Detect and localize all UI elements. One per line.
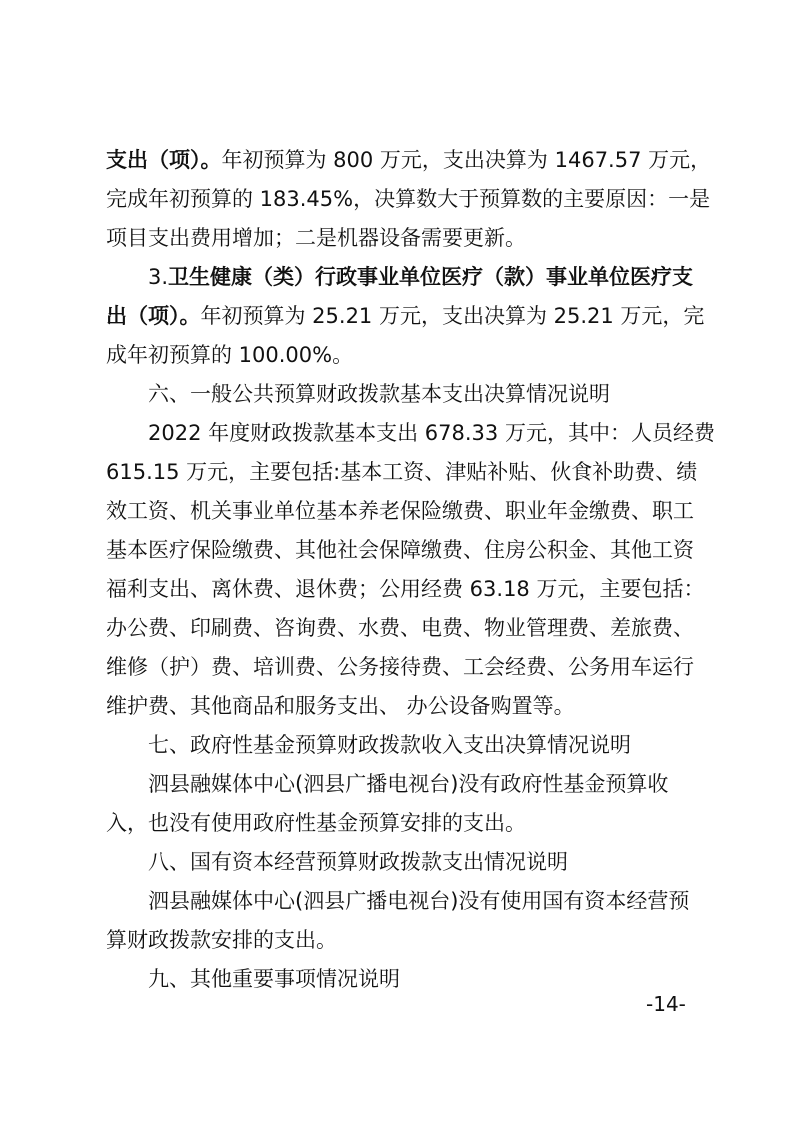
paragraph-line xyxy=(106,224,526,252)
paragraph-line xyxy=(106,302,704,330)
line-text: 八、国有资本经营预算财政拨款支出情况说明 xyxy=(148,850,568,874)
line-text: 维护费、其他商品和服务支出、 办公设备购置等。 xyxy=(106,694,575,718)
line-text: 入，也没有使用政府性基金预算安排的支出。 xyxy=(106,811,526,835)
line-text: 办公费、印刷费、咨询费、水费、电费、物业管理费、差旅费、 xyxy=(106,616,694,640)
paragraph-line xyxy=(106,458,697,486)
line-text: 六、一般公共预算财政拨款基本支出决算情况说明 xyxy=(148,382,610,406)
bold-heading-text: 出（项）。 xyxy=(106,304,201,328)
page-number: -14- xyxy=(646,992,686,1016)
paragraph-line xyxy=(106,536,694,564)
paragraph-line xyxy=(148,419,715,447)
line-text: 基本医疗保险缴费、其他社会保障缴费、住房公积金、其他工资 xyxy=(106,538,694,562)
paragraph-line xyxy=(106,692,575,720)
line-text: 效工资、机关事业单位基本养老保险缴费、职业年金缴费、职工 xyxy=(106,499,694,523)
paragraph-line xyxy=(148,887,689,915)
line-text: 泗县融媒体中心(泗县广播电视台)没有政府性基金预算收 xyxy=(148,772,669,796)
section-heading xyxy=(148,380,610,408)
line-text: 3. xyxy=(148,265,169,289)
paragraph-line xyxy=(106,926,337,954)
line-text: 成年初预算的 100.00%。 xyxy=(106,343,354,367)
line-text: 七、政府性基金预算财政拨款收入支出决算情况说明 xyxy=(148,733,631,757)
paragraph-line xyxy=(106,653,694,681)
section-heading xyxy=(148,965,400,993)
paragraph-line xyxy=(148,770,668,798)
section-heading xyxy=(148,731,631,759)
line-text: 完成年初预算的 183.45%，决算数大于预算数的主要原因：一是 xyxy=(106,187,711,211)
section-heading xyxy=(148,848,568,876)
line-text: 项目支出费用增加；二是机器设备需要更新。 xyxy=(106,226,526,250)
paragraph-line xyxy=(106,809,526,837)
paragraph-line xyxy=(106,575,704,603)
bold-heading-text: 支出（项）。 xyxy=(106,148,222,172)
paragraph-line xyxy=(106,614,694,642)
paragraph-line xyxy=(106,341,353,369)
line-text: 福利支出、离休费、退休费；公用经费 63.18 万元，主要包括： xyxy=(106,577,705,601)
line-text: 2022 年度财政拨款基本支出 678.33 万元，其中：人员经费 xyxy=(148,421,715,445)
line-text: 泗县融媒体中心(泗县广播电视台)没有使用国有资本经营预 xyxy=(148,889,690,913)
paragraph-line xyxy=(106,146,711,174)
paragraph-line xyxy=(106,497,694,525)
paragraph-line xyxy=(148,263,693,291)
bold-heading-text: 卫生健康（类）行政事业单位医疗（款）事业单位医疗支 xyxy=(168,265,694,289)
line-text: 九、其他重要事项情况说明 xyxy=(148,967,400,991)
line-text: 年初预算为 25.21 万元，支出决算为 25.21 万元，完 xyxy=(200,304,705,328)
paragraph-line xyxy=(106,185,710,213)
line-text: 615.15 万元，主要包括:基本工资、津贴补贴、伙食补助费、绩 xyxy=(106,460,698,484)
line-text: 维修（护）费、培训费、公务接待费、工会经费、公务用车运行 xyxy=(106,655,694,679)
line-text: 年初预算为 800 万元，支出决算为 1467.57 万元， xyxy=(221,148,712,172)
line-text: 算财政拨款安排的支出。 xyxy=(106,928,337,952)
